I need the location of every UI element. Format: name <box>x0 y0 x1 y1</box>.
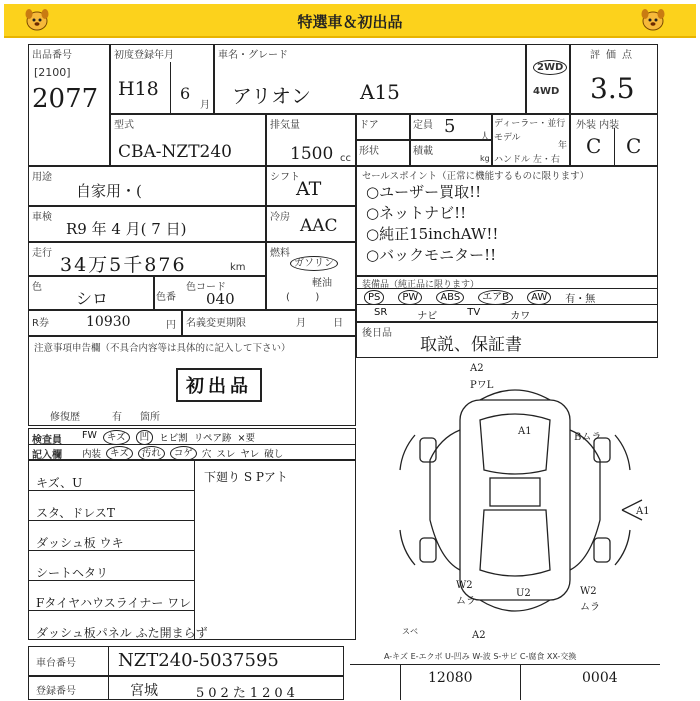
equipment-label: 装備品（純正品に限ります） <box>362 280 480 290</box>
damage-mark: W2 <box>580 586 597 597</box>
recycle-value: 10930 <box>86 314 131 330</box>
equip-abs: ABS <box>436 290 464 305</box>
inspection-label: 車検 <box>32 212 52 223</box>
list-item: ダッシュ板パネル ふた開まらず <box>36 626 208 640</box>
displacement-unit: cc <box>340 153 351 164</box>
transfer-label: 名義変更期限 <box>186 318 246 329</box>
exterior-grade: C <box>586 134 602 158</box>
footer-number-b: 0004 <box>582 670 618 686</box>
equipment-row2 <box>374 307 530 322</box>
recycle-label: R券 <box>32 318 49 329</box>
list-item: ダッシュ板 ウキ <box>36 536 124 550</box>
shape-label: 形状 <box>359 146 379 157</box>
accessories-label: 後日品 <box>362 328 392 339</box>
repair-value: 有 <box>112 412 122 423</box>
displacement-label: 排気量 <box>270 120 300 131</box>
first-reg-label: 初度登録年月 <box>114 50 174 61</box>
damage-legend: A-キズ E-エクボ U-凹み W-波 S-サビ C-腐食 XX-交換 <box>384 652 577 661</box>
load-unit: kg <box>480 154 490 163</box>
chassis-label: 車台番号 <box>36 658 76 669</box>
repair-label: 修復歴 <box>50 412 80 423</box>
dealer-label: ディーラー・並行 <box>494 119 566 129</box>
footer-number-a: 12080 <box>428 670 473 686</box>
damage-mark: スベ <box>402 627 418 636</box>
list-item: シートヘタリ <box>36 566 109 580</box>
entry-label: 記入欄 <box>32 450 62 461</box>
model-year-unit: 年 <box>558 141 568 151</box>
list-item: ○ユーザー買取!! <box>366 183 482 201</box>
equip-sr: SR <box>374 307 388 318</box>
color-no-label: 色番 <box>156 292 176 303</box>
model-name: アリオン <box>232 84 311 108</box>
dog-mascot-icon <box>640 8 666 32</box>
capacity-unit: 人 <box>480 132 490 143</box>
sales-points-label: セールスポイント（正常に機能するものに限ります） <box>362 171 590 182</box>
recycle-unit: 円 <box>166 320 176 331</box>
usage-box <box>28 166 266 206</box>
capacity-label: 定員 <box>413 120 433 131</box>
banner-title: 特選車＆初出品 <box>297 13 403 31</box>
plate-number: 502た1204 <box>196 686 299 701</box>
damage-mark: A1 <box>518 426 532 437</box>
drive-box <box>526 44 570 114</box>
color-code-value: 040 <box>206 290 235 308</box>
first-reg-month: 6 <box>180 84 191 103</box>
drive-2wd: 2WD <box>533 60 567 75</box>
handle-label: ハンドル 左・右 <box>494 155 560 165</box>
equip-pw: PW <box>398 290 422 305</box>
sales-points-list <box>366 182 498 266</box>
mileage-label: 走行 <box>32 248 52 259</box>
model-label: 車名・グレード <box>218 50 288 61</box>
equip-aw: AW <box>527 290 551 305</box>
month-unit: 月 <box>200 100 210 111</box>
ext-int-label: 外装 内装 <box>576 120 620 131</box>
damage-mark: PワL <box>470 380 494 391</box>
equip-yes-no: 有・無 <box>565 294 596 305</box>
plate-region: 宮城 <box>130 683 158 699</box>
damage-mark: ムラ <box>580 602 600 613</box>
list-item: ○純正15inchAW!! <box>366 225 499 243</box>
lot-number: 2077 <box>32 84 99 114</box>
displacement-value: 1500 <box>290 144 334 164</box>
remarks-left <box>36 468 208 648</box>
equip-navi: ナビ <box>417 311 438 322</box>
list-item: スタ、ドレスT <box>36 506 115 520</box>
lot-code: [2100] <box>34 66 71 79</box>
accessories-value: 取説、保証書 <box>420 335 522 355</box>
drive-4wd: 4WD <box>533 86 560 97</box>
transfer-unit: 月 日 <box>296 318 356 329</box>
remarks-right: 下廻り S Pアト <box>204 470 288 484</box>
damage-mark: U2 <box>516 588 531 599</box>
shift-value: AT <box>296 178 322 200</box>
doors-label: ドア <box>359 120 379 131</box>
fuel-diesel: 軽油 <box>312 278 332 289</box>
list-item: ○ネットナビ!! <box>366 204 467 222</box>
equipment-row1 <box>364 290 595 305</box>
damage-mark: A1 <box>636 506 650 517</box>
aircon-value: AAC <box>300 216 338 236</box>
first-reg-year: H18 <box>118 78 159 100</box>
mileage-unit: km <box>230 262 246 273</box>
color-code-label: 色コード <box>186 282 226 293</box>
shift-label: シフト <box>270 172 300 183</box>
chassis-value: NZT240-5037595 <box>118 650 279 671</box>
equip-leather: カワ <box>510 311 531 322</box>
damage-mark: ムラ <box>456 596 476 607</box>
type-value: CBA-NZT240 <box>118 142 232 162</box>
score-value: 3.5 <box>590 72 635 105</box>
inspector-row2-items: 内装 キズ 汚れ コゲ 穴 スレ ヤレ 破し <box>82 448 284 460</box>
list-item: Fタイヤハウスライナー ワレ <box>36 596 192 610</box>
color-value: シロ <box>76 289 109 308</box>
lot-label: 出品番号 <box>32 50 72 61</box>
aircon-label: 冷房 <box>270 212 290 223</box>
repair-place: 箇所 <box>140 412 160 423</box>
damage-mark: W2 <box>456 580 473 591</box>
usage-label: 用途 <box>32 172 52 183</box>
inspection-value: R9 年 4 月( 7 日) <box>66 220 187 238</box>
first-listing-stamp: 初出品 <box>176 368 262 402</box>
usage-value: 自家用・( <box>76 182 142 200</box>
capacity-value: 5 <box>444 116 456 137</box>
equip-tv: TV <box>467 307 481 318</box>
fuel-label: 燃料 <box>270 248 290 259</box>
fuel-gasoline: ガソリン <box>290 256 338 271</box>
load-label: 積載 <box>413 146 433 157</box>
color-label: 色 <box>32 282 42 293</box>
damage-mark: Bムラ <box>574 432 602 443</box>
notes-label: 注意事項申告欄（不具合内容等は具体的に記入して下さい） <box>34 343 291 354</box>
plate-label: 登録番号 <box>36 686 76 697</box>
damage-mark: A2 <box>470 363 484 374</box>
type-label: 型式 <box>114 120 134 131</box>
inspector-row1-items: FW キズ 凹 ヒビ割 リペア跡 ×要 <box>82 430 255 444</box>
fuel-paren: ( ) <box>286 292 320 303</box>
inspector-label: 検査員 <box>32 435 62 446</box>
interior-grade: C <box>626 134 642 158</box>
model-grade: A15 <box>360 80 400 104</box>
equip-airbag: エアB <box>478 290 513 305</box>
score-label: 評価点 <box>590 50 638 61</box>
mileage-value: 34万5千876 <box>60 254 187 276</box>
header-banner <box>4 4 696 38</box>
damage-mark: A2 <box>472 630 486 641</box>
model-year-label: モデル <box>494 133 521 143</box>
list-item: ○バックモニター!! <box>366 246 497 264</box>
car-damage-diagram <box>360 360 660 645</box>
equip-ps: PS <box>364 290 384 305</box>
list-item: キズ、U <box>36 476 83 490</box>
